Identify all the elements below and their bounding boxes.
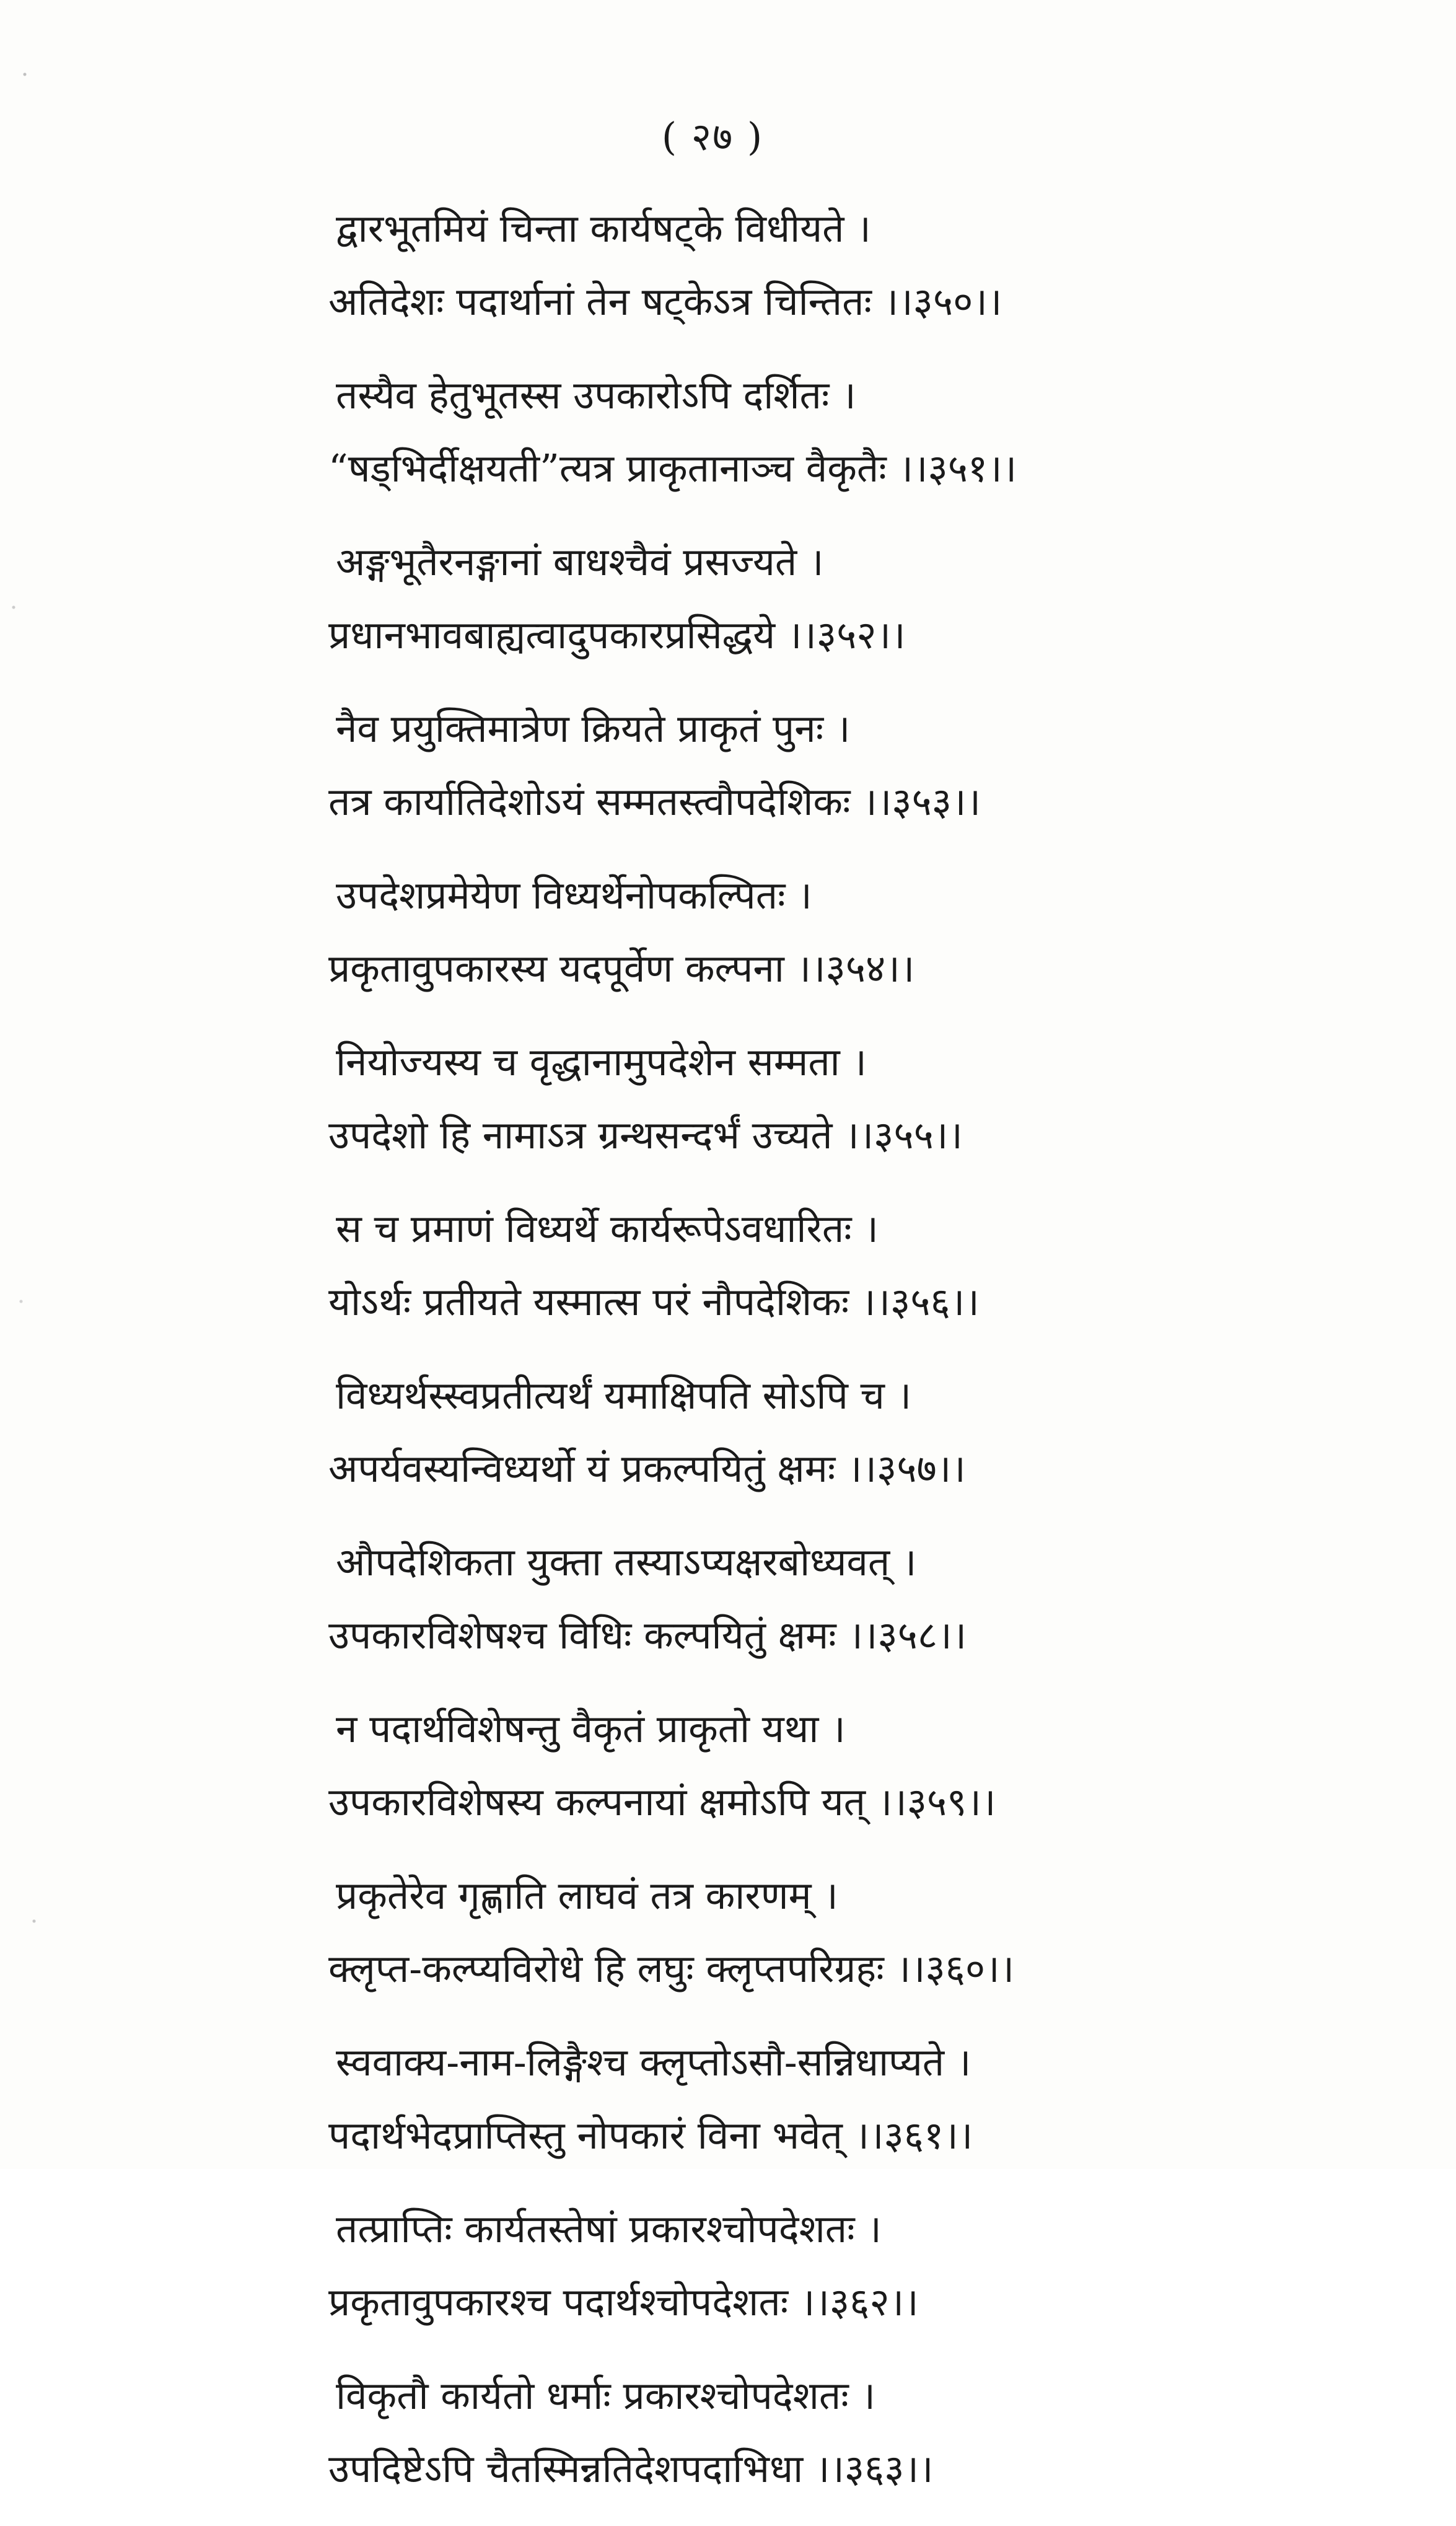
verse-356-line-2: योऽर्थः प्रतीयते यस्मात्स परं नौपदेशिकः ।।३५६।। (328, 1279, 980, 1324)
verse-357-line-1: विध्यर्थस्स्वप्रतीत्यर्थं यमाक्षिपति सोऽपि च । (336, 1373, 912, 1418)
verse-358-line-1: औपदेशिकता युक्ता तस्याऽप्यक्षरबोध्यवत् । (336, 1539, 917, 1585)
verse-359 (328, 1692, 1171, 1839)
verse-361-line-1: स्ववाक्य-नाम-लिङ्गैश्च क्लृप्तोऽसौ-सन्निधाप्यते । (336, 2040, 971, 2085)
verse-355 (328, 1026, 1171, 1172)
verse-362 (328, 2193, 1171, 2339)
verse-353-line-2: तत्र कार्यातिदेशोऽयं सम्मतस्त्वौपदेशिकः ।।३५३।। (328, 779, 981, 824)
verse-353-line-1: नैव प्रयुक्तिमात्रेण क्रियते प्राकृतं पुनः । (336, 706, 851, 751)
verse-358 (328, 1526, 1171, 1672)
verse-354 (328, 859, 1171, 1005)
verse-350-line-2: अतिदेशः पदार्थानां तेन षट्केऽत्र चिन्तितः ।।३५०।। (328, 279, 1002, 324)
verse-359-line-1: न पदार्थविशेषन्तु वैकृतं प्राकृतो यथा । (336, 1706, 846, 1751)
verse-351 (328, 359, 1171, 505)
verse-353 (328, 692, 1171, 838)
verse-350-line-1: द्वारभूतमियं चिन्ता कार्यषट्के विधीयते । (336, 206, 871, 251)
verse-360 (328, 1859, 1171, 2005)
verse-363-line-1: विकृतौ कार्यतो धर्माः प्रकारश्चोपदेशतः । (336, 2373, 875, 2418)
verse-361-line-2: पदार्थभेदप्राप्तिस्तु नोपकारं विना भवेत् ।।३६१।। (328, 2113, 973, 2158)
verse-354-line-1: उपदेशप्रमेयेण विध्यर्थेनोपकल्पितः । (336, 873, 812, 918)
verse-363 (328, 2359, 1171, 2506)
verse-359-line-2: उपकारविशेषस्य कल्पनायां क्षमोऽपि यत् ।।३५९।। (328, 1779, 996, 1824)
verse-357-line-2: अपर्यवस्यन्विध्यर्थो यं प्रकल्पयितुं क्षमः ।।३५७।। (328, 1446, 966, 1491)
verse-362-line-2: प्रकृतावुपकारश्च पदार्थश्चोपदेशतः ।।३६२।। (328, 2279, 919, 2325)
verse-355-line-1: नियोज्यस्य च वृद्धानामुपदेशेन सम्मता । (336, 1039, 867, 1085)
verse-354-line-2: प्रकृतावुपकारस्य यदपूर्वेण कल्पना ।।३५४।। (328, 946, 915, 991)
verse-352 (328, 526, 1171, 672)
verse-356 (328, 1192, 1171, 1339)
page-number: ( २७ ) (661, 114, 764, 159)
verse-358-line-2: उपकारविशेषश्च विधिः कल्पयितुं क्षमः ।।३५८।। (328, 1613, 967, 1658)
verse-363-line-2: उपदिष्टेऽपि चैतस्मिन्नतिदेशपदाभिधा ।।३६३।। (328, 2446, 934, 2491)
page-gutter-specks (0, 0, 43, 2169)
verse-352-line-1: अङ्गभूतैरनङ्गानां बाधश्चैवं प्रसज्यते । (336, 539, 824, 584)
verse-360-line-1: प्रकृतेरेव गृह्णाति लाघवं तत्र कारणम् । (336, 1873, 838, 1918)
verse-351-line-2: “षड्भिर्दीक्षयती”त्यत्र प्राकृतानाञ्च वैकृतैः ।।३५१।। (328, 446, 1017, 491)
verse-357 (328, 1359, 1171, 1505)
verse-351-line-1: तस्यैव हेतुभूतस्स उपकारोऽपि दर्शितः । (336, 372, 856, 418)
verse-356-line-1: स च प्रमाणं विध्यर्थे कार्यरूपेऽवधारितः । (336, 1206, 879, 1251)
verse-362-line-1: तत्प्राप्तिः कार्यतस्तेषां प्रकारश्चोपदेशतः । (336, 2206, 882, 2251)
verse-350 (328, 192, 1171, 338)
verse-352-line-2: प्रधानभावबाह्यत्वादुपकारप्रसिद्धये ।।३५२।। (328, 612, 906, 658)
verse-block (328, 192, 1171, 2526)
verse-361 (328, 2026, 1171, 2172)
verse-360-line-2: क्लृप्त-कल्प्यविरोधे हि लघुः क्लृप्तपरिग्रहः ।।३६०।। (328, 1946, 1015, 1991)
verse-355-line-2: उपदेशो हि नामाऽत्र ग्रन्थसन्दर्भं उच्यते ।।३५५।। (328, 1112, 963, 1158)
